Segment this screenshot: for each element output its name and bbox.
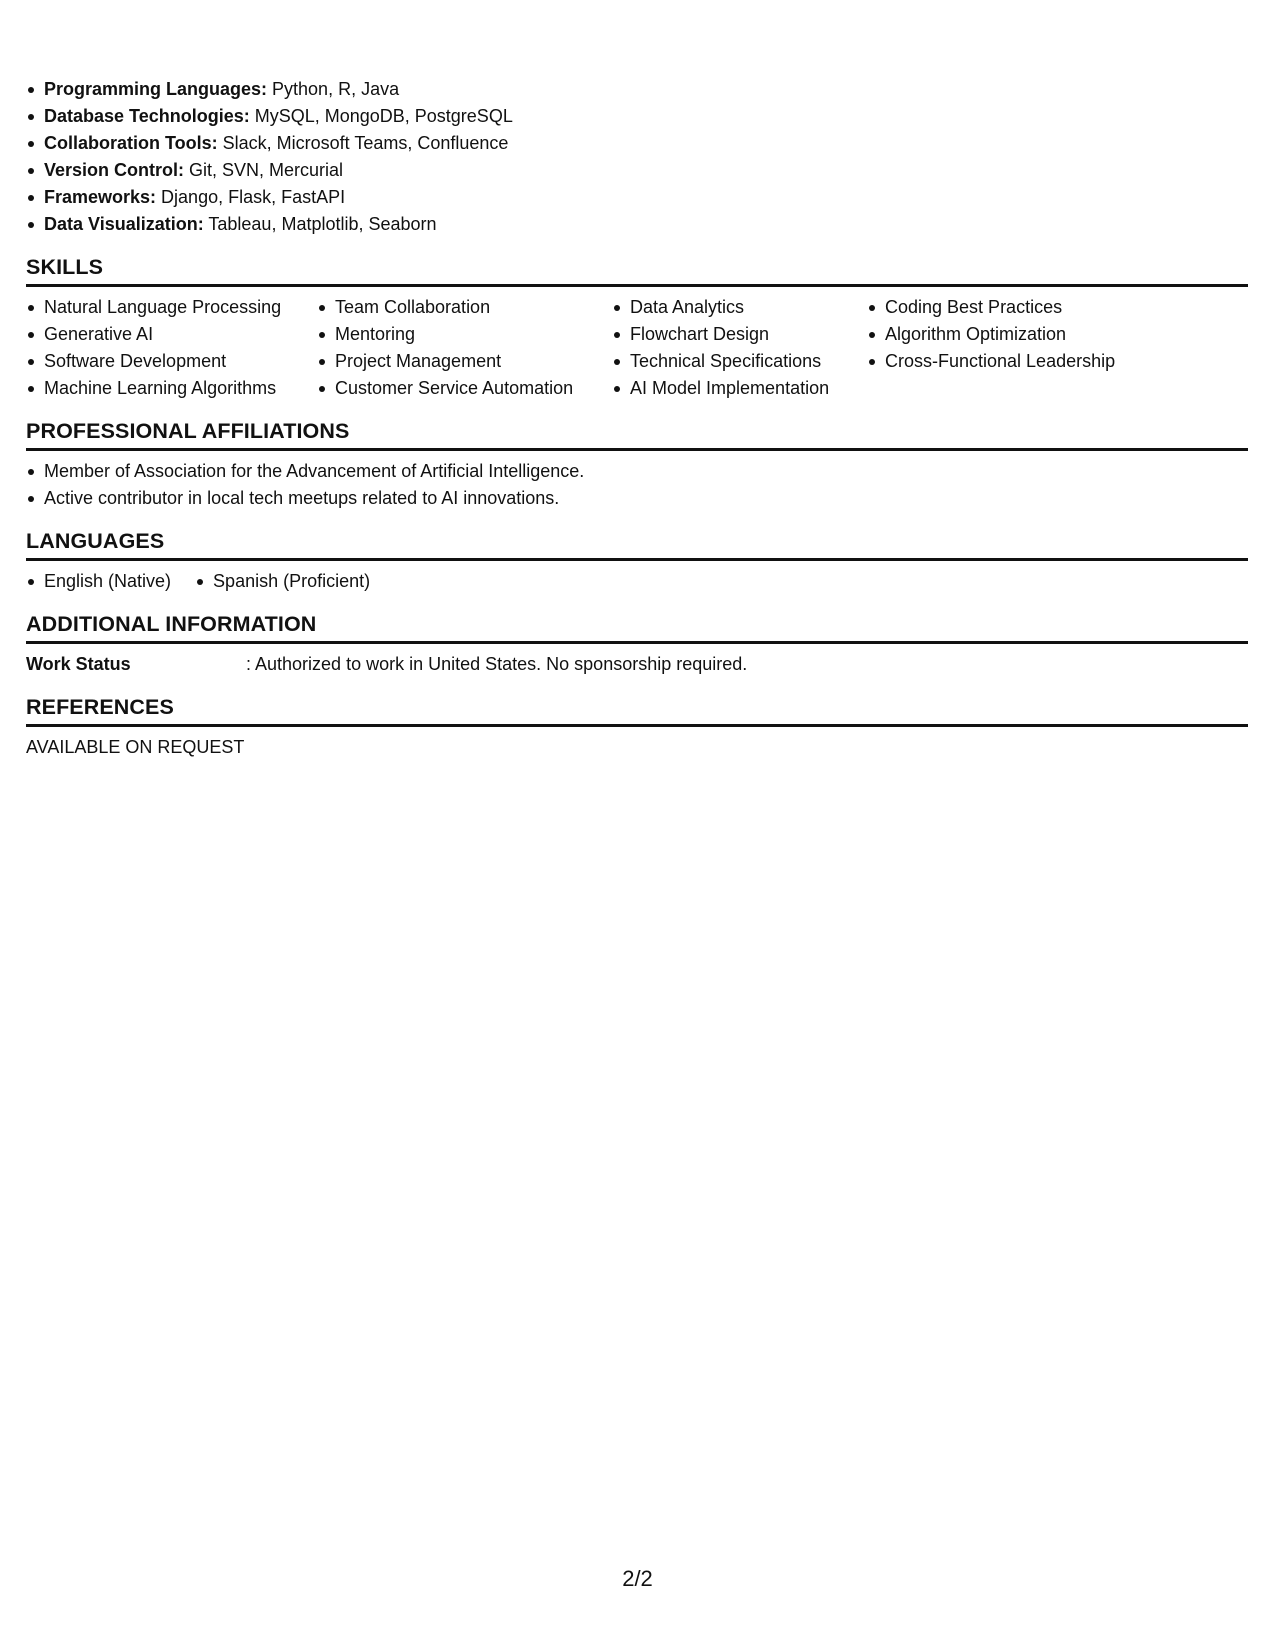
skill-label: Team Collaboration — [335, 297, 491, 317]
affiliation-text: Active contributor in local tech meetups related to AI innovations. — [44, 488, 560, 508]
bullet-icon — [614, 386, 620, 392]
bullet-icon — [197, 579, 203, 585]
tech-value: Python, R, Java — [267, 79, 400, 99]
skill-label: Generative AI — [44, 324, 154, 344]
section-title-additional-info: ADDITIONAL INFORMATION — [26, 611, 1248, 644]
skill-label: Mentoring — [335, 324, 416, 344]
bullet-icon — [28, 579, 34, 585]
list-item — [26, 458, 1248, 485]
list-item — [26, 485, 1248, 512]
affiliation-text: Member of Association for the Advancement of Artificial Intelligence. — [44, 461, 585, 481]
affiliations-section — [26, 418, 1248, 512]
skill-item — [317, 375, 612, 402]
section-title-references: REFERENCES — [26, 694, 1248, 727]
bullet-icon — [319, 386, 325, 392]
affiliations-list — [26, 458, 1248, 512]
skills-section — [26, 254, 1248, 402]
tech-item-database-technologies — [26, 103, 1248, 130]
tech-label: Data Visualization: — [44, 214, 204, 234]
language-text: Spanish (Proficient) — [213, 571, 371, 591]
skill-label: Cross-Functional Leadership — [885, 351, 1116, 371]
bullet-icon — [28, 87, 34, 93]
technologies-list — [26, 76, 1248, 238]
tech-label: Collaboration Tools: — [44, 133, 218, 153]
bullet-icon — [28, 222, 34, 228]
skill-label: Natural Language Processing — [44, 297, 282, 317]
bullet-icon — [319, 359, 325, 365]
work-status-label: Work Status — [26, 654, 131, 674]
tech-value: MySQL, MongoDB, PostgreSQL — [249, 106, 513, 126]
skills-column-3 — [612, 294, 867, 402]
bullet-icon — [869, 332, 875, 338]
skill-item — [867, 348, 1167, 375]
resume-page — [26, 76, 1248, 761]
bullet-icon — [319, 305, 325, 311]
skills-column-2 — [317, 294, 612, 402]
skill-label: Software Development — [44, 351, 227, 371]
skill-label: Project Management — [335, 351, 502, 371]
tech-label: Database Technologies: — [44, 106, 250, 126]
tech-value: Slack, Microsoft Teams, Confluence — [217, 133, 509, 153]
tech-label: Version Control: — [44, 160, 185, 180]
bullet-icon — [614, 359, 620, 365]
bullet-icon — [28, 496, 34, 502]
skill-item — [867, 294, 1167, 321]
tech-item-programming-languages — [26, 76, 1248, 103]
skill-item — [612, 375, 867, 402]
skill-item — [612, 294, 867, 321]
tech-item-version-control — [26, 157, 1248, 184]
bullet-icon — [28, 332, 34, 338]
skills-column-1 — [26, 294, 317, 402]
skill-label: AI Model Implementation — [630, 378, 830, 398]
skill-item — [26, 321, 317, 348]
section-title-affiliations: PROFESSIONAL AFFILIATIONS — [26, 418, 1248, 451]
tech-value: Git, SVN, Mercurial — [184, 160, 344, 180]
tech-label: Frameworks: — [44, 187, 157, 207]
skill-label: Coding Best Practices — [885, 297, 1063, 317]
bullet-icon — [28, 195, 34, 201]
bullet-icon — [614, 332, 620, 338]
tech-item-data-visualization — [26, 211, 1248, 238]
skills-grid — [26, 294, 1248, 402]
skill-label: Machine Learning Algorithms — [44, 378, 277, 398]
skill-item — [317, 348, 612, 375]
additional-info-section — [26, 611, 1248, 678]
list-item — [26, 568, 171, 595]
skill-item — [26, 294, 317, 321]
skills-column-4 — [867, 294, 1167, 402]
references-text: AVAILABLE ON REQUEST — [26, 737, 245, 757]
work-status-row — [26, 651, 1248, 678]
bullet-icon — [319, 332, 325, 338]
skill-item — [317, 321, 612, 348]
languages-section — [26, 528, 1248, 595]
language-text: English (Native) — [44, 571, 172, 591]
bullet-icon — [869, 359, 875, 365]
bullet-icon — [28, 469, 34, 475]
section-title-languages: LANGUAGES — [26, 528, 1248, 561]
section-title-skills: SKILLS — [26, 254, 1248, 287]
bullet-icon — [28, 141, 34, 147]
languages-list — [26, 568, 1248, 595]
bullet-icon — [28, 168, 34, 174]
tech-value: Django, Flask, FastAPI — [156, 187, 346, 207]
bullet-icon — [614, 305, 620, 311]
work-status-value: : Authorized to work in United States. No sponsorship required. — [246, 654, 748, 674]
bullet-icon — [28, 114, 34, 120]
skill-label: Algorithm Optimization — [885, 324, 1067, 344]
tech-value: Tableau, Matplotlib, Seaborn — [203, 214, 437, 234]
bullet-icon — [28, 305, 34, 311]
bullet-icon — [28, 359, 34, 365]
skill-item — [317, 294, 612, 321]
page-number: 2/2 — [622, 1566, 653, 1591]
skill-item — [867, 321, 1167, 348]
bullet-icon — [869, 305, 875, 311]
skill-item — [26, 375, 317, 402]
skill-item — [612, 348, 867, 375]
skill-item — [612, 321, 867, 348]
list-item — [195, 568, 370, 595]
skill-label: Data Analytics — [630, 297, 745, 317]
skill-label: Flowchart Design — [630, 324, 770, 344]
bullet-icon — [28, 386, 34, 392]
tech-label: Programming Languages: — [44, 79, 268, 99]
references-section — [26, 694, 1248, 761]
skill-label: Customer Service Automation — [335, 378, 574, 398]
tech-item-frameworks — [26, 184, 1248, 211]
skill-label: Technical Specifications — [630, 351, 822, 371]
skill-item — [26, 348, 317, 375]
tech-item-collaboration-tools — [26, 130, 1248, 157]
